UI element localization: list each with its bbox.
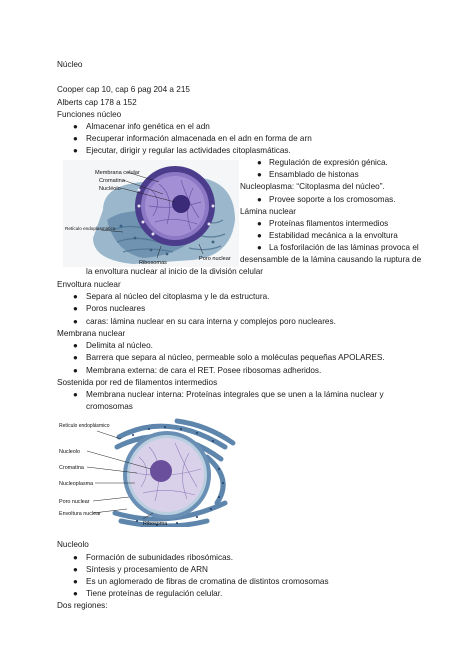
- label-envoltura: Envoltura nuclear: [59, 511, 101, 517]
- lamina-continuation: la envoltura nuclear al inicio de la división celular: [86, 267, 264, 276]
- label-nucleolo: Nucleolo: [59, 449, 80, 455]
- right-item: Proteínas filamentos intermedios: [269, 219, 389, 228]
- right-item: La fosforilación de las láminas provoca el: [269, 243, 419, 252]
- right-item: Estabilidad mecánica a la envoltura: [269, 231, 398, 240]
- funciones-heading: Funciones núcleo: [57, 110, 122, 119]
- bullet: ●: [73, 317, 78, 326]
- nucleolo-heading: Nucleolo: [57, 540, 89, 549]
- bullet: ●: [73, 292, 78, 301]
- lamina-continuation: desensamble de la lámina causando la ruptura de: [240, 255, 422, 264]
- envoltura-item: Poros nucleares: [86, 304, 146, 313]
- bullet: ●: [73, 134, 78, 143]
- bullet: ●: [73, 366, 78, 375]
- nucleus-section-figure: [57, 417, 240, 527]
- sostenida-item: Membrana nuclear interna: Proteínas integrales que se unen a la lámina nuclear y: [86, 390, 384, 399]
- funciones-item: Ejecutar, dirigir y regular las actividades citoplasmáticas.: [86, 146, 291, 155]
- bullet: ●: [73, 341, 78, 350]
- lamina-heading: Lámina nuclear: [240, 207, 296, 216]
- label-nucleolo: Nucléolo: [99, 186, 121, 192]
- bullet: ●: [257, 219, 262, 228]
- nucleus-3d-figure: [63, 160, 239, 267]
- membrana-item: Barrera que separa al núcleo, permeable solo a moléculas pequeñas APOLARES.: [86, 353, 385, 362]
- nucleoplasma-heading: Nucleoplasma: “Citoplasma del núcleo”.: [240, 182, 385, 191]
- label-ribosomas: Ribosomas: [139, 260, 167, 266]
- reference-2: Alberts cap 178 a 152: [57, 98, 137, 107]
- label-reticulo: Retículo endoplasmático: [65, 226, 116, 231]
- label-ribosoma: Ribosoma: [143, 521, 168, 527]
- bullet: ●: [73, 577, 78, 586]
- right-item: Regulación de expresión génica.: [269, 158, 388, 167]
- bullet: ●: [257, 243, 262, 252]
- funciones-item: Recuperar información almacenada en el adn en forma de arn: [86, 134, 312, 143]
- nucleolo-item: Síntesis y procesamiento de ARN: [86, 565, 208, 574]
- sostenida-heading: Sostenida por red de filamentos intermedios: [57, 378, 218, 387]
- label-cromatina: Cromatina: [99, 178, 125, 184]
- page-title: Núcleo: [57, 60, 83, 69]
- bullet: ●: [73, 122, 78, 131]
- nucleolo-item: Es un aglomerado de fibras de cromatina de distintos cromosomas: [86, 577, 329, 586]
- envoltura-item: caras: lámina nuclear en su cara interna y complejos poro nucleares.: [86, 317, 336, 326]
- bullet: ●: [73, 553, 78, 562]
- bullet: ●: [257, 158, 262, 167]
- nucleus-3d-illustration: [63, 160, 239, 267]
- membrana-heading: Membrana nuclear: [57, 329, 126, 338]
- sostenida-continuation: cromosomas: [86, 402, 133, 411]
- bullet: ●: [73, 353, 78, 362]
- label-membrana-celular: Membrana celular: [95, 170, 140, 176]
- right-item: Provee soporte a los cromosomas.: [269, 195, 396, 204]
- bullet: ●: [73, 304, 78, 313]
- membrana-item: Delimita al núcleo.: [86, 341, 153, 350]
- nucleus-section-illustration: [57, 417, 240, 527]
- label-nucleoplasma: Nucleoplasma: [59, 481, 94, 487]
- label-cromatina: Cromatina: [59, 465, 84, 471]
- label-poro-nuclear: Poro nuclear: [199, 256, 231, 262]
- reference-1: Cooper cap 10, cap 6 pag 204 a 215: [57, 85, 190, 94]
- dos-regiones-heading: Dos regiones:: [57, 601, 108, 610]
- funciones-item: Almacenar info genética en el adn: [86, 122, 210, 131]
- right-item: Ensamblado de histonas: [269, 170, 359, 179]
- bullet: ●: [257, 170, 262, 179]
- envoltura-heading: Envoltura nuclear: [57, 280, 121, 289]
- label-reticulo: Retículo endoplásmico: [59, 423, 110, 429]
- label-poro-nuclear: Poro nuclear: [59, 499, 90, 505]
- bullet: ●: [73, 146, 78, 155]
- bullet: ●: [257, 231, 262, 240]
- bullet: ●: [73, 589, 78, 598]
- nucleolo-item: Formación de subunidades ribosómicas.: [86, 553, 233, 562]
- bullet: ●: [257, 195, 262, 204]
- nucleolo-item: Tiene proteínas de regulación celular.: [86, 589, 223, 598]
- envoltura-item: Separa al núcleo del citoplasma y le da estructura.: [86, 292, 270, 301]
- membrana-item: Membrana externa: de cara el RET. Posee ribosomas adheridos.: [86, 366, 322, 375]
- bullet: ●: [73, 565, 78, 574]
- bullet: ●: [73, 390, 78, 399]
